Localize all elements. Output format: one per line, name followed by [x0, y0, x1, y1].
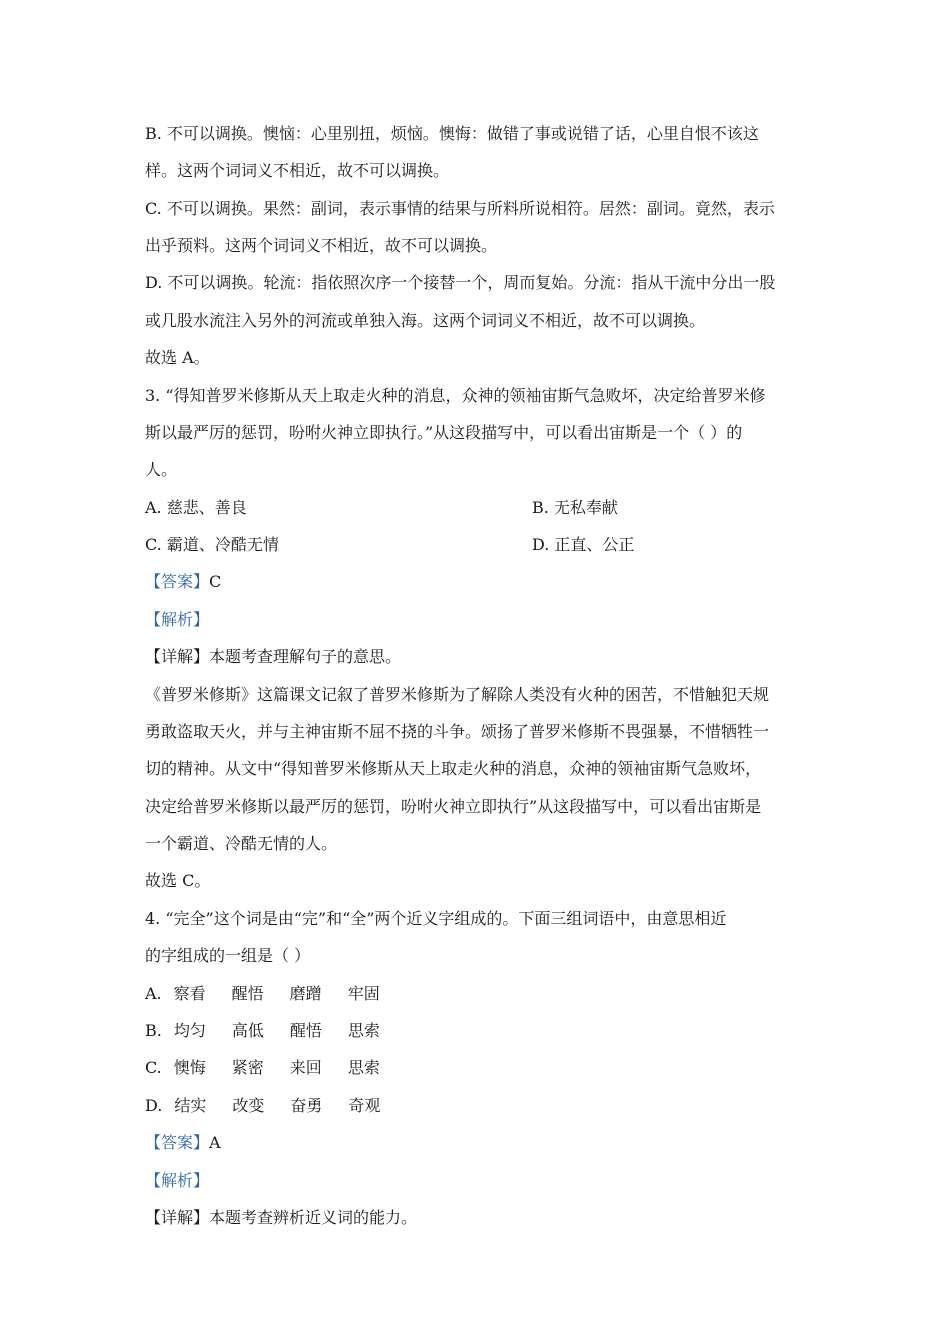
q2-option-c-explanation-line1: C. 不可以调换。果然：副词，表示事情的结果与所料所说相符。居然：副词。竟然，表示 [145, 199, 775, 218]
q4-stem-line2: 的字组成的一组是（ ） [145, 946, 311, 965]
q4-option-b [145, 1021, 406, 1041]
q4-answer [145, 1133, 221, 1153]
q2-option-b-explanation-line2: 样。这两个词词义不相近，故不可以调换。 [145, 161, 450, 180]
q3-stem-line1: 3. “得知普罗米修斯从天上取走火种的消息，众神的领袖宙斯气急败坏，决定给普罗米修 [145, 386, 766, 405]
option-word: 思索 [347, 1058, 380, 1077]
option-letter: D. [145, 1096, 163, 1115]
q3-paragraph-line4: 决定给普罗米修斯以最严厉的惩罚，吩咐火神立即执行”从这段描写中，可以看出宙斯是 [145, 797, 762, 816]
q3-conclusion: 故选 C。 [145, 871, 211, 890]
q2-option-d-explanation-line2: 或几股水流注入另外的河流或单独入海。这两个词词义不相近，故不可以调换。 [145, 311, 706, 330]
q3-detail [145, 647, 401, 667]
q2-option-d-explanation-line1: D. 不可以调换。轮流：指依照次序一个接替一个，周而复始。分流：指从干流中分出一股 [145, 273, 776, 292]
q3-option-c: C. 霸道、冷酷无情 [145, 535, 279, 554]
q4-option-c [145, 1058, 406, 1078]
option-letter: C. [145, 1058, 162, 1077]
q3-paragraph-line5: 一个霸道、冷酷无情的人。 [145, 834, 338, 853]
q3-stem-line3: 人。 [145, 460, 178, 479]
analysis-tag: 【解析】 [145, 1171, 210, 1190]
q3-stem-line2: 斯以最严厉的惩罚，吩咐火神立即执行。”从这段描写中，可以看出宙斯是一个（ ）的 [145, 423, 743, 442]
q3-option-b: B. 无私奉献 [532, 498, 618, 517]
option-letter: B. [145, 1021, 162, 1040]
q3-answer [145, 572, 221, 592]
q3-option-a: A. 慈悲、善良 [145, 498, 247, 517]
analysis-tag: 【解析】 [145, 610, 210, 629]
option-word: 思索 [347, 1021, 380, 1040]
option-word: 紧密 [231, 1058, 264, 1077]
option-word: 醒悟 [231, 984, 264, 1003]
detail-tag: 【详解】 [145, 647, 210, 666]
option-word: 牢固 [347, 984, 380, 1003]
answer-value: C [209, 572, 222, 591]
option-word: 高低 [231, 1021, 264, 1040]
q2-conclusion: 故选 A。 [145, 348, 210, 367]
option-word: 懊悔 [173, 1058, 206, 1077]
q4-option-d [145, 1096, 406, 1116]
option-word: 改变 [232, 1096, 265, 1115]
q2-option-b-explanation-line1: B. 不可以调换。懊恼：心里别扭，烦恼。懊悔：做错了事或说错了话，心里自恨不该这 [145, 124, 759, 143]
option-word: 均匀 [173, 1021, 206, 1040]
option-word: 奇观 [348, 1096, 381, 1115]
detail-text: 本题考查理解句子的意思。 [209, 647, 402, 666]
option-word: 奋勇 [290, 1096, 323, 1115]
q3-paragraph-line2: 勇敢盗取天火，并与主神宙斯不屈不挠的斗争。颂扬了普罗米修斯不畏强暴，不惜牺牲一 [145, 722, 770, 741]
q3-option-d: D. 正直、公正 [532, 535, 635, 554]
answer-value: A [209, 1133, 221, 1152]
answer-tag: 【答案】 [145, 572, 210, 591]
option-word: 来回 [289, 1058, 322, 1077]
option-letter: A. [145, 984, 162, 1003]
option-word: 察看 [173, 984, 206, 1003]
q4-detail [145, 1208, 417, 1228]
detail-tag: 【详解】 [145, 1208, 210, 1227]
option-word: 结实 [174, 1096, 207, 1115]
q3-paragraph-line3: 切的精神。从文中“得知普罗米修斯从天上取走火种的消息，众神的领袖宙斯气急败坏， [145, 759, 762, 778]
q4-stem-line1: 4. “完全”这个词是由“完”和“全”两个近义字组成的。下面三组词语中，由意思相近 [145, 909, 727, 928]
q3-paragraph-line1: 《普罗米修斯》这篇课文记叙了普罗米修斯为了解除人类没有火种的困苦，不惜触犯天规 [145, 685, 770, 704]
option-word: 醒悟 [289, 1021, 322, 1040]
q3-analysis [145, 610, 209, 630]
option-word: 磨蹭 [289, 984, 322, 1003]
answer-tag: 【答案】 [145, 1133, 210, 1152]
detail-text: 本题考查辨析近义词的能力。 [209, 1208, 418, 1227]
q2-option-c-explanation-line2: 出乎预料。这两个词词义不相近，故不可以调换。 [145, 236, 498, 255]
q4-option-a [145, 984, 406, 1004]
q4-analysis [145, 1171, 209, 1191]
